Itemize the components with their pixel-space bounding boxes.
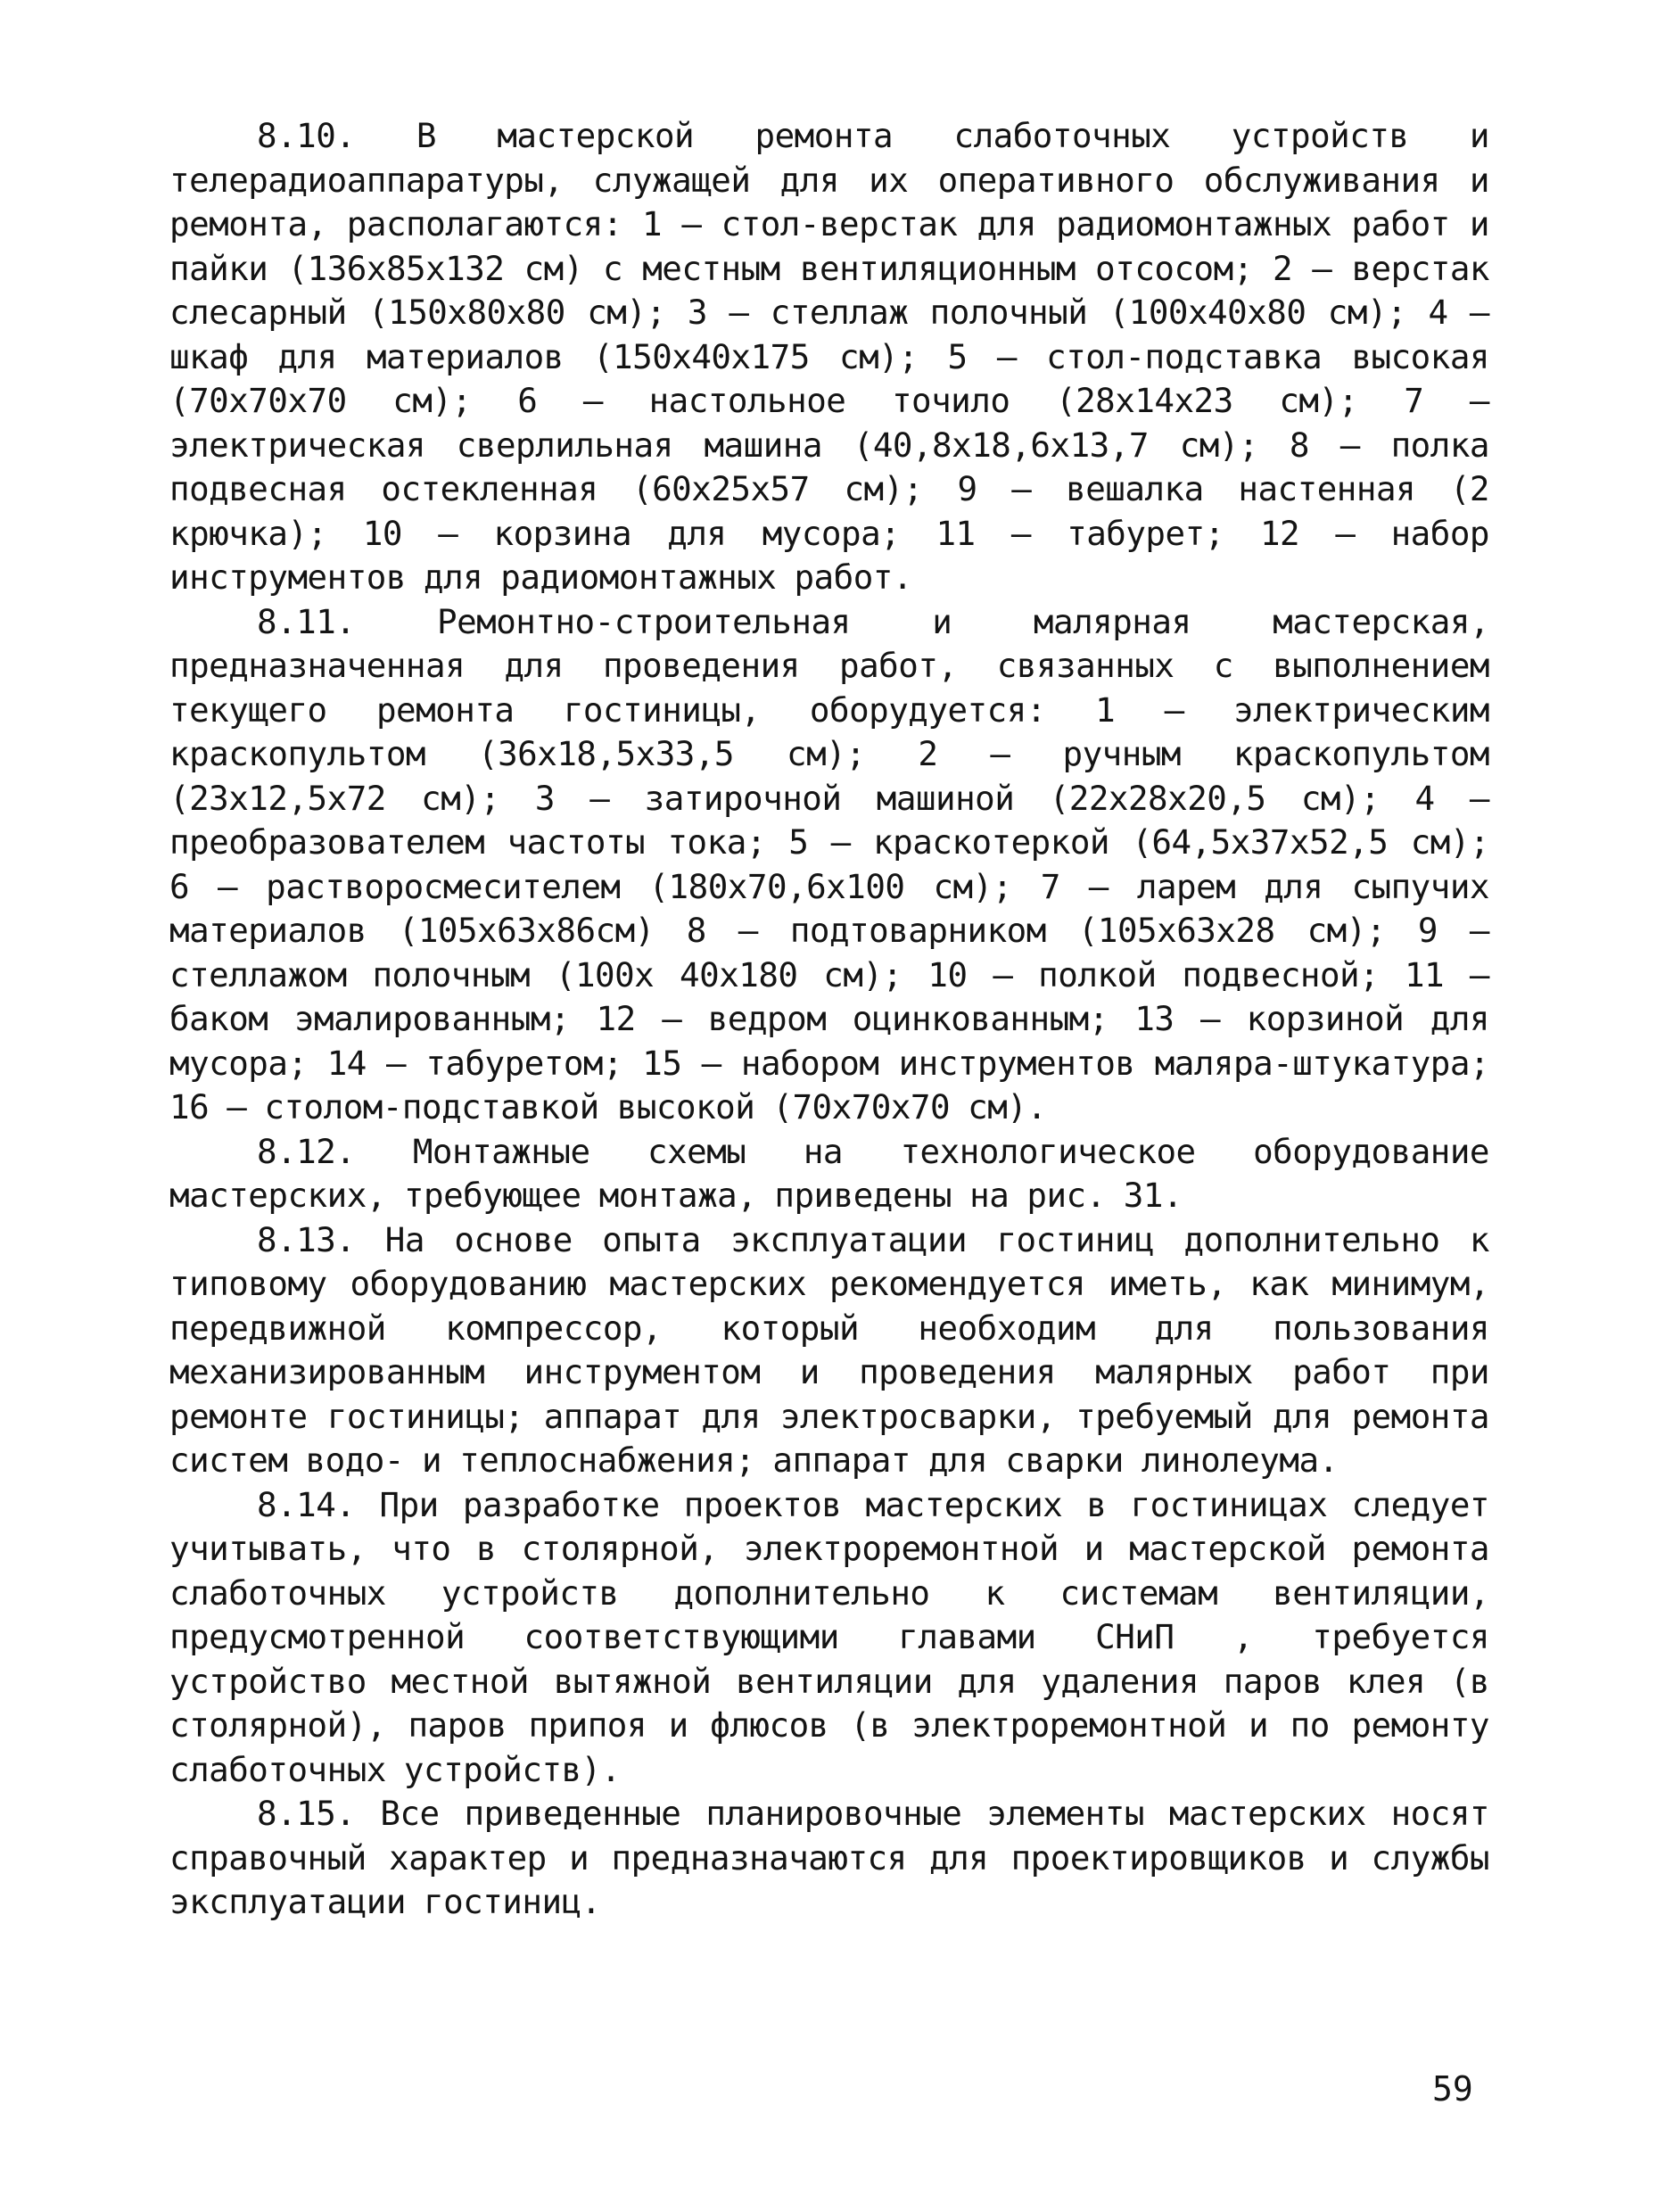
- paragraph-8-15: 8.15. Все приведенные планировочные элементы мастерских носят справочный характер и предназначаются для проектировщиков и службы эксплуатации гостиниц.: [169, 1794, 1489, 1921]
- page-body: [169, 114, 1489, 1925]
- page-number: 59: [1432, 2069, 1473, 2109]
- paragraph-8-11: 8.11. Ремонтно-строительная и малярная мастерская, предназначенная для проведения работ, связанных с выполнением текущего ремонта гостиницы, оборудуется: 1 – электрическим краскопультом (36x18,5x33,5 см); 2 – ручным краскопультом (23x12,5x72 см); 3 – затирочной машиной (22x28x20,5 см); 4 – преобразователем частоты тока; 5 – краскотеркой (64,5x37x52,5 см); 6 – растворосмесителем (180x70,6x100 см); 7 – ларем для сыпучих материалов (105x63x86см) 8 – подтоварником (105x63x28 см); 9 – стеллажом полочным (100x 40x180 см); 10 – полкой подвесной; 11 – баком эмалированным; 12 – ведром оцинкованным; 13 – корзиной для мусора; 14 – табуретом; 15 – набором инструментов маляра-штукатура; 16 – столом-подставкой высокой (70x70x70 см).: [169, 601, 1489, 1127]
- paragraph-8-12: 8.12. Монтажные схемы на технологическое оборудование мастерских, требующее монтажа, приведены на рис. 31.: [169, 1131, 1489, 1215]
- paragraph-8-14: 8.14. При разработке проектов мастерских в гостиницах следует учитывать, что в столярной, электроремонтной и мастерской ремонта слаботочных устройств дополнительно к системам вентиляции, предусмотренной соответствующими главами СНиП , требуется устройство местной вытяжной вентиляции для удаления паров клея (в столярной), паров припоя и флюсов (в электроремонтной и по ремонту слаботочных устройств).: [169, 1484, 1489, 1789]
- paragraph-8-13: 8.13. На основе опыта эксплуатации гостиниц дополнительно к типовому оборудованию мастерских рекомендуется иметь, как минимум, передвижной компрессор, который необходим для пользования механизированным инструментом и проведения малярных работ при ремонте гостиницы; аппарат для электросварки, требуемый для ремонта систем водо- и теплоснабжения; аппарат для сварки линолеума.: [169, 1219, 1489, 1480]
- paragraph-8-10: 8.10. В мастерской ремонта слаботочных устройств и телерадиоаппаратуры, служащей для их оперативного обслуживания и ремонта, располагаются: 1 – стол-верстак для радиомонтажных работ и пайки (136x85x132 см) с местным вентиляционным отсосом; 2 – верстак слесарный (150x80x80 см); 3 – стеллаж полочный (100x40x80 см); 4 – шкаф для материалов (150x40x175 см); 5 – стол-подставка высокая (70x70x70 см); 6 – настольное точило (28x14x23 см); 7 – электрическая сверлильная машина (40,8x18,6x13,7 см); 8 – полка подвесная остекленная (60x25x57 см); 9 – вешалка настенная (2 крючка); 10 – корзина для мусора; 11 – табурет; 12 – набор инструментов для радиомонтажных работ.: [169, 116, 1489, 597]
